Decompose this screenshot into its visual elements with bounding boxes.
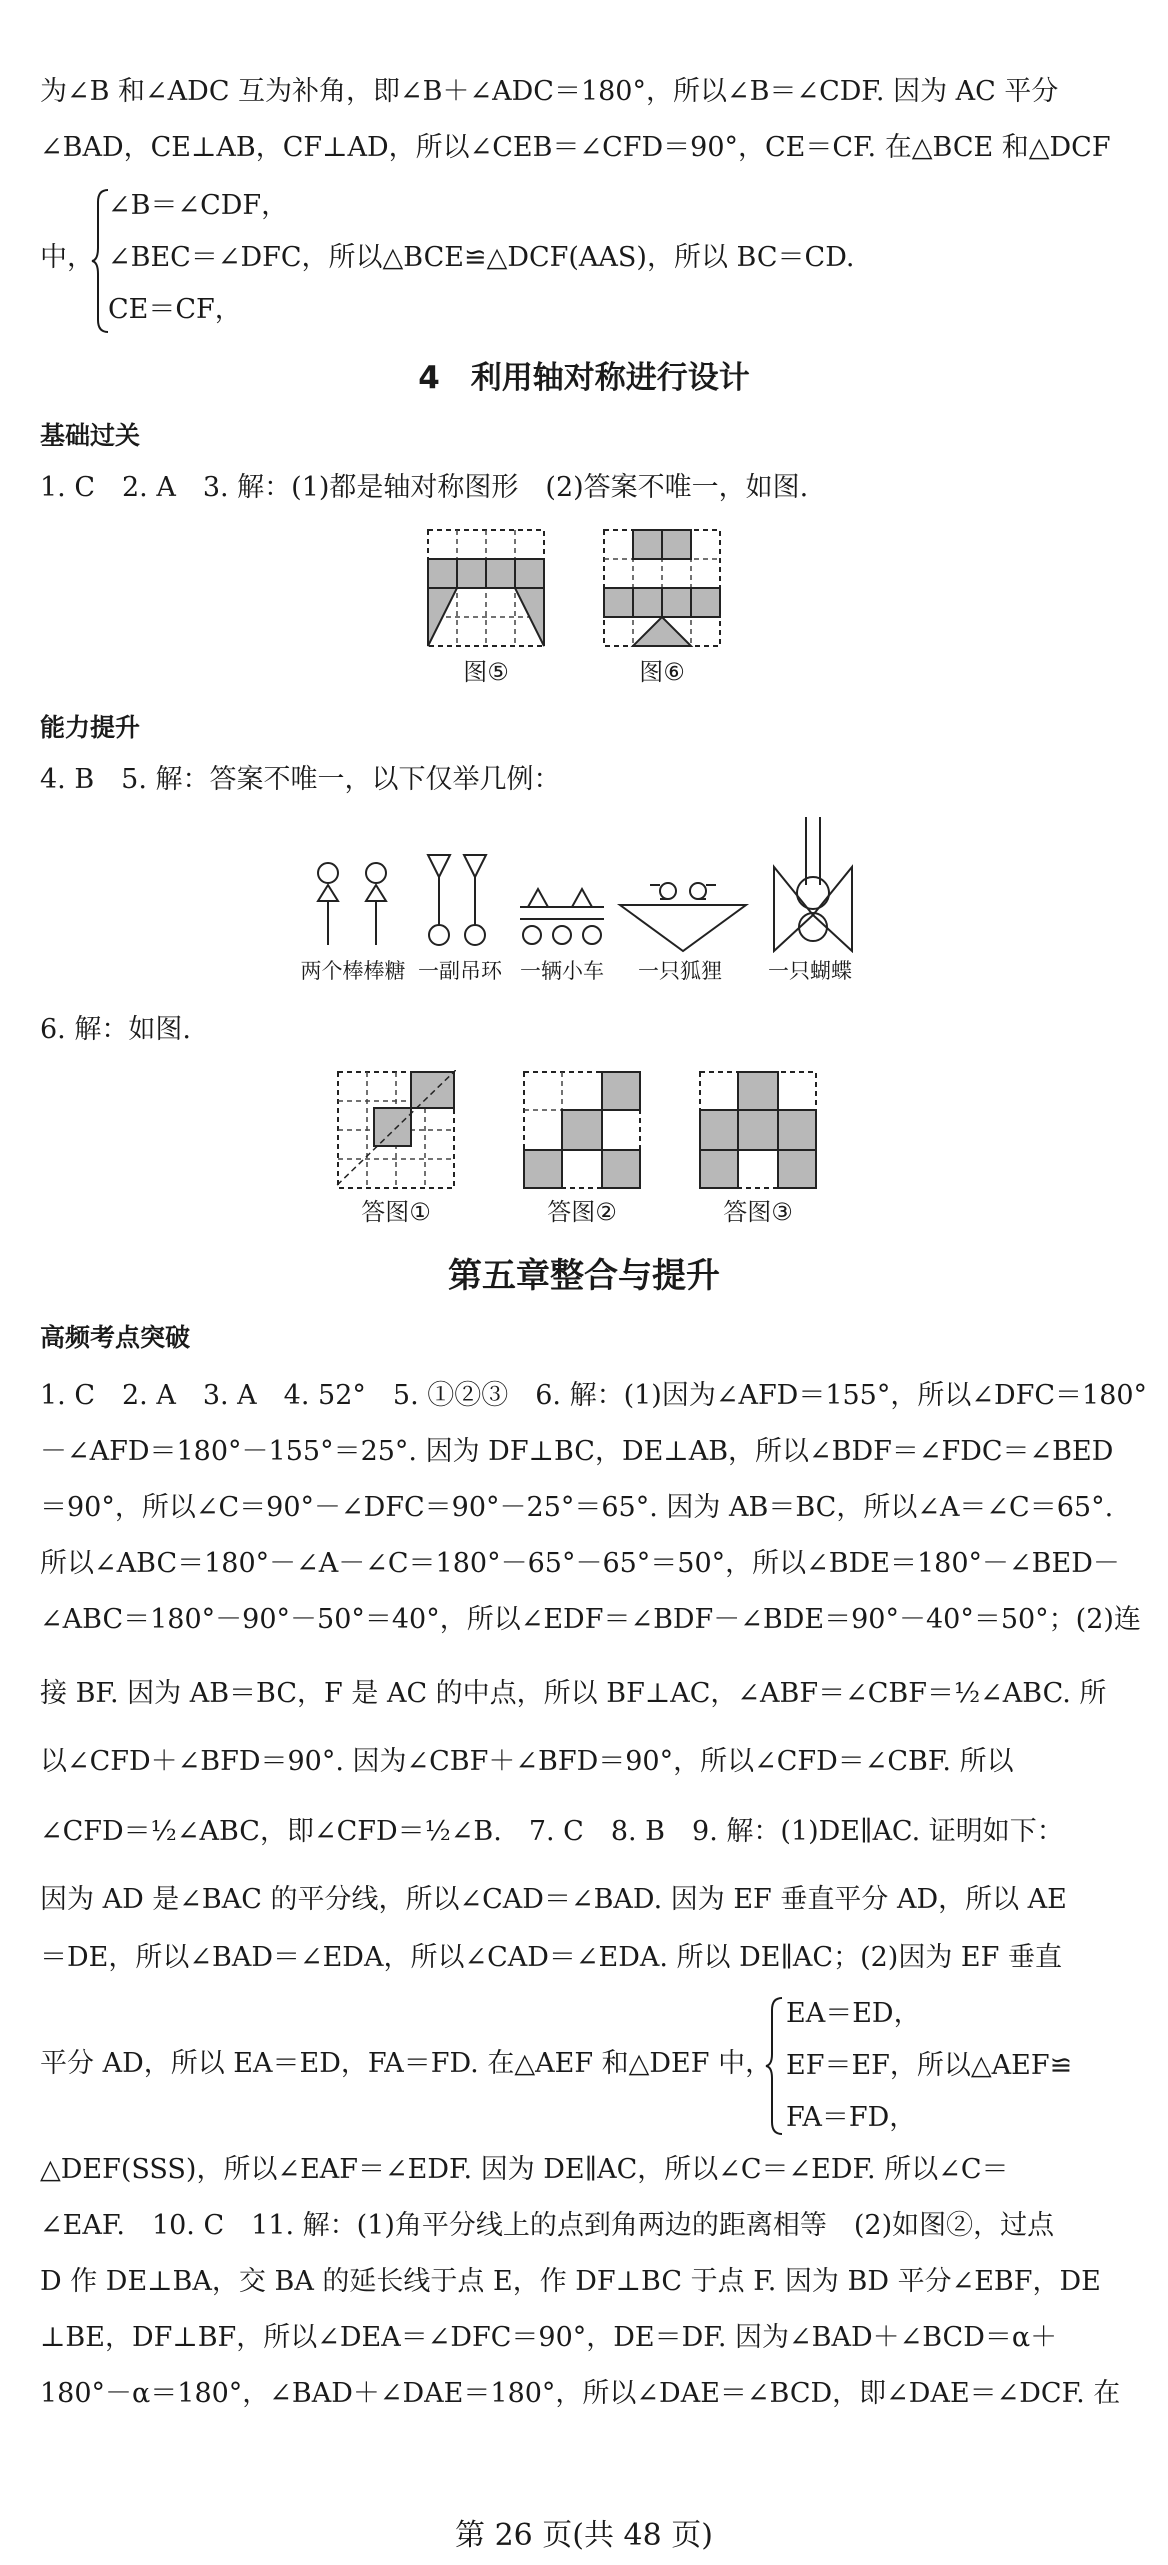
design-examples — [298, 815, 888, 953]
answer-figure-caption: 答图① — [361, 1198, 431, 1226]
answer-line: 1. C 2. A 3. A 4. 52° 5. ①②③ 6. 解：(1)因为∠AFD＝155°，所以∠DFC＝180° — [40, 1380, 1148, 1411]
answer-line: ＝90°，所以∠C＝90°－∠DFC＝90°－25°＝65°. 因为 AB＝BC，所以∠A＝∠C＝65°. — [40, 1492, 1114, 1523]
answer-figure-2 — [522, 1070, 642, 1190]
brace-prefix: 中， — [40, 242, 94, 273]
lollipops-figure — [318, 863, 386, 945]
answer-figure-3 — [698, 1070, 818, 1190]
answer-line: ⊥BE，DF⊥BF，所以∠DEA＝∠DFC＝90°，DE＝DF. 因为∠BAD＋∠BCD＝α＋ — [40, 2322, 1058, 2353]
figure-caption: 图⑥ — [639, 658, 685, 686]
figure-5 — [426, 528, 546, 648]
text-line: ∠BAD，CE⊥AB，CF⊥AD，所以∠CEB＝∠CFD＝90°，CE＝CF. 在△BCE 和△DCF — [40, 132, 1111, 163]
section-label-basic: 基础过关 — [40, 421, 141, 450]
left-brace-icon — [90, 188, 110, 334]
section-label-high-frequency: 高频考点突破 — [40, 1323, 191, 1352]
condition-line: FA＝FD， — [786, 2102, 917, 2133]
answer-line: 6. 解：如图. — [40, 1014, 191, 1045]
design-caption: 一只狐狸 — [638, 959, 722, 983]
condition-line: EA＝ED， — [786, 1998, 921, 2029]
answer-line: 接 BF. 因为 AB＝BC，F 是 AC 的中点，所以 BF⊥AC，∠ABF＝∠CBF＝½∠ABC. 所 — [40, 1678, 1107, 1709]
answer-line: 因为 AD 是∠BAC 的平分线，所以∠CAD＝∠BAD. 因为 EF 垂直平分 AD，所以 AE — [40, 1884, 1067, 1915]
butterfly-figure — [774, 817, 852, 951]
answer-line: 以∠CFD＋∠BFD＝90°. 因为∠CBF＋∠BFD＝90°，所以∠CFD＝∠CBF. 所以 — [40, 1746, 1014, 1777]
rings-figure — [428, 855, 486, 945]
answer-line: ∠EAF. 10. C 11. 解：(1)角平分线上的点到角两边的距离相等 (2)如图②，过点 — [40, 2210, 1055, 2241]
answer-line: △DEF(SSS)，所以∠EAF＝∠EDF. 因为 DE∥AC，所以∠C＝∠EDF. 所以∠C＝ — [40, 2154, 1009, 2185]
condition-line: ∠BEC＝∠DFC，所以△BCE≌△DCF(AAS)，所以 BC＝CD. — [108, 242, 855, 273]
design-caption: 两个棒棒糖 — [300, 959, 406, 983]
condition-line: EF＝EF，所以△AEF≌ — [786, 2050, 1073, 2081]
answer-figure-1 — [336, 1070, 456, 1190]
answer-figure-caption: 答图② — [547, 1198, 617, 1226]
condition-line: ∠B＝∠CDF， — [108, 190, 289, 221]
answer-line: 1. C 2. A 3. 解：(1)都是轴对称图形 (2)答案不唯一，如图. — [40, 472, 809, 503]
answer-line: ∠CFD＝½∠ABC，即∠CFD＝½∠B. 7. C 8. B 9. 解：(1)DE∥AC. 证明如下： — [40, 1816, 1064, 1847]
left-brace-icon — [764, 1996, 784, 2136]
design-caption: 一副吊环 — [418, 959, 502, 983]
answer-line: D 作 DE⊥BA，交 BA 的延长线于点 E，作 DF⊥BC 于点 F. 因为 BD 平分∠EBF，DE — [40, 2266, 1101, 2297]
section-label-ability: 能力提升 — [40, 713, 141, 742]
text-line: 为∠B 和∠ADC 互为补角，即∠B＋∠ADC＝180°，所以∠B＝∠CDF. 因为 AC 平分 — [40, 76, 1059, 107]
answer-line: 4. B 5. 解：答案不唯一，以下仅举几例： — [40, 764, 561, 795]
figure-caption: 图⑤ — [463, 658, 509, 686]
figure-6 — [602, 528, 722, 648]
answer-line: 180°－α＝180°，∠BAD＋∠DAE＝180°，所以∠DAE＝∠BCD，即∠DAE＝∠DCF. 在 — [40, 2378, 1121, 2409]
answer-line: ∠ABC＝180°－90°－50°＝40°，所以∠EDF＝∠BDF－∠BDE＝90°－40°＝50°；(2)连 — [40, 1604, 1141, 1635]
answer-line: ＝DE，所以∠BAD＝∠EDA，所以∠CAD＝∠EDA. 所以 DE∥AC；(2)因为 EF 垂直 — [40, 1942, 1062, 1973]
design-caption: 一只蝴蝶 — [768, 959, 852, 983]
page-number: 第 26 页(共 48 页) — [455, 2518, 713, 2553]
fox-figure — [620, 883, 746, 951]
brace-prefix: 平分 AD，所以 EA＝ED，FA＝FD. 在△AEF 和△DEF 中， — [40, 2048, 773, 2079]
answer-line: －∠AFD＝180°－155°＝25°. 因为 DF⊥BC，DE⊥AB，所以∠BDF＝∠FDC＝∠BED — [40, 1436, 1114, 1467]
answer-line: 所以∠ABC＝180°－∠A－∠C＝180°－65°－65°＝50°，所以∠BDE＝180°－∠BED－ — [40, 1548, 1120, 1579]
chapter-title: 第五章整合与提升 — [448, 1256, 720, 1296]
brace-conditions — [786, 1988, 1072, 2144]
condition-line: CE＝CF， — [108, 294, 242, 325]
brace-conditions — [108, 180, 854, 336]
design-caption: 一辆小车 — [520, 959, 604, 983]
section-title: 4 利用轴对称进行设计 — [418, 360, 750, 396]
car-figure — [520, 889, 604, 944]
answer-figure-caption: 答图③ — [723, 1198, 793, 1226]
